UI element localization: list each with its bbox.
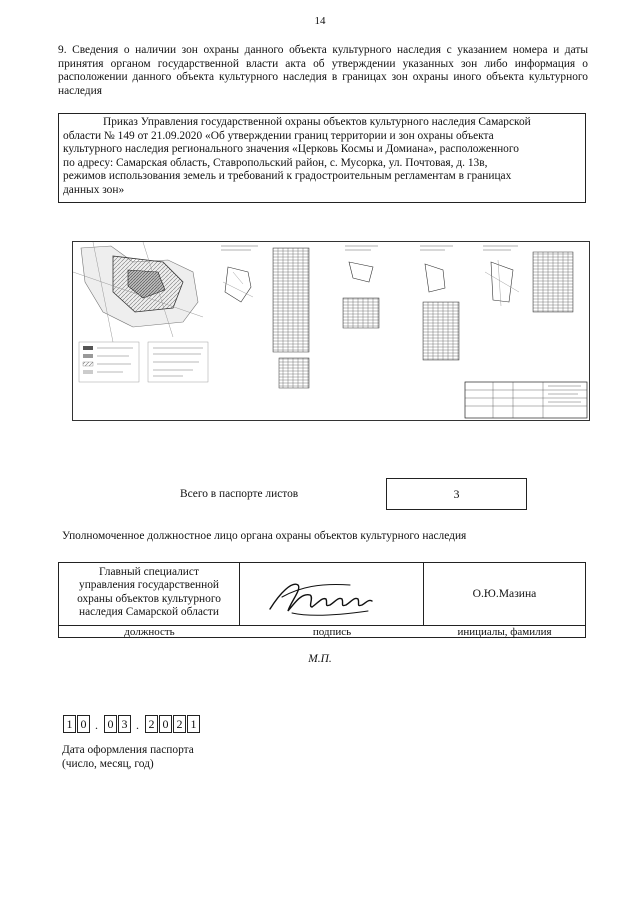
- drawing-title-block: [465, 382, 587, 418]
- order-line: по адресу: Самарская область, Ставропольский район, с. Мусорка, ул. Почтовая, д. 13в,: [63, 156, 488, 169]
- map-drawing: [73, 242, 589, 420]
- signature-cell: [240, 563, 424, 625]
- date-separator: .: [95, 718, 98, 732]
- order-line: области № 149 от 21.09.2020 «Об утверждении границ территории и зон охраны объекта: [63, 129, 494, 142]
- date-caption-line: (число, месяц, год): [62, 758, 154, 770]
- order-line: Приказ Управления государственной охраны объектов культурного наследия Самарской: [103, 116, 531, 128]
- date-digit-box: 3: [118, 715, 131, 733]
- date-digit-box: 0: [159, 715, 172, 733]
- zone-sheet-4: [483, 246, 573, 312]
- date-caption-line: Дата оформления паспорта: [62, 744, 194, 756]
- date-digit-box: 2: [145, 715, 158, 733]
- page-number: 14: [314, 15, 326, 27]
- signature-table: [58, 562, 586, 638]
- official-initials: О.Ю.Мазина: [472, 587, 537, 600]
- date-caption: [62, 743, 194, 771]
- site-plan-sheet: [73, 242, 208, 382]
- signature-caption-row: [59, 625, 585, 639]
- initials-cell: [424, 563, 585, 625]
- position-line: наследия Самарской области: [78, 606, 220, 619]
- order-line: культурного наследия регионального значения «Церковь Космы и Домиана», расположенного: [63, 143, 519, 156]
- section-heading: 9. Сведения о наличии зон охраны данного объекта культурного наследия с указанием номера и даты принятия органом государственной власти акта об утверждении указанных зон либо информация о расположении данного объекта культурного наследия в границах зон охраны иного объекта культурного наследия: [58, 44, 588, 97]
- zone-sheet-1: [221, 246, 309, 388]
- protection-zones-map-image: [72, 241, 590, 421]
- caption-position: должность: [124, 626, 175, 638]
- sheets-count-value: 3: [386, 478, 527, 510]
- position-line: охраны объектов культурного: [77, 592, 221, 605]
- caption-initials: инициалы, фамилия: [457, 626, 552, 638]
- position-line: управления государственной: [79, 579, 219, 592]
- caption-signature: подпись: [312, 626, 352, 638]
- order-line: режимов использования земель и требований к градостроительным регламентам в границах: [63, 170, 512, 183]
- date-digit-box: 1: [187, 715, 200, 733]
- date-digit-box: 1: [63, 715, 76, 733]
- position-line: Главный специалист: [99, 566, 199, 578]
- handwritten-signature: [240, 563, 424, 625]
- date-separator: .: [136, 718, 139, 732]
- order-line: данных зон»: [63, 183, 125, 196]
- position-text: [59, 563, 239, 620]
- zone-sheet-2: [343, 246, 379, 328]
- date-digit-box: 0: [104, 715, 117, 733]
- date-digit-box: 0: [77, 715, 90, 733]
- seal-mark: М.П.: [308, 653, 332, 665]
- authorized-official-heading: Уполномоченное должностное лицо органа охраны объектов культурного наследия: [62, 530, 467, 542]
- position-cell: [59, 563, 240, 625]
- date-digit-box: 2: [173, 715, 186, 733]
- sheets-count-label: Всего в паспорте листов: [180, 488, 299, 500]
- order-reference-box: [58, 113, 586, 203]
- zone-sheet-3: [420, 246, 459, 360]
